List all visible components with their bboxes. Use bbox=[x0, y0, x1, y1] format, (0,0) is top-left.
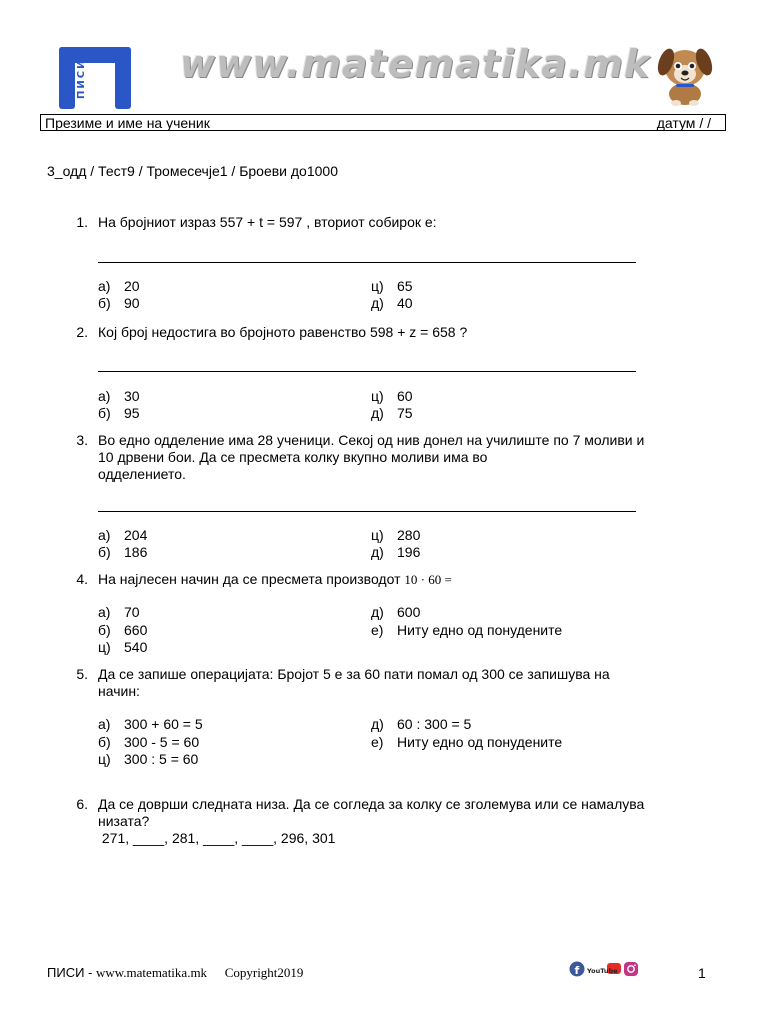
facebook-icon[interactable] bbox=[570, 962, 585, 978]
name-label: Презиме и име на ученик bbox=[45, 115, 210, 131]
question-text: Кој број недостига во бројното равенство 598 + z = 658 ? bbox=[98, 324, 468, 340]
option[interactable]: д) 196 bbox=[371, 544, 421, 560]
option[interactable]: д) 60 : 300 = 5 bbox=[371, 716, 472, 732]
youtube-icon[interactable] bbox=[586, 963, 621, 975]
question-number: 6. bbox=[76, 796, 88, 812]
option[interactable]: ц) 65 bbox=[371, 278, 413, 294]
question-text: На најлесен начин да се пресмета производот 10 · 60 = bbox=[98, 571, 452, 587]
option[interactable]: ц) 540 bbox=[98, 639, 148, 655]
option[interactable]: а) 70 bbox=[98, 604, 140, 620]
site-title: www.matematika.mk bbox=[180, 42, 651, 86]
option[interactable]: а) 204 bbox=[98, 527, 148, 543]
option[interactable]: д) 600 bbox=[371, 604, 421, 620]
pisi-logo bbox=[57, 45, 133, 111]
answer-line[interactable] bbox=[98, 511, 636, 512]
option[interactable]: д) 75 bbox=[371, 405, 413, 421]
question-text: Во едно одделение има 28 ученици. Секој од нив донел на училиште по 7 моливи и 10 дрвени бои. Да се пресмета колку вкупно моливи има во одделението. bbox=[98, 432, 645, 482]
footer-site: www.matematika.mk bbox=[95, 965, 208, 980]
option[interactable]: а) 20 bbox=[98, 278, 140, 294]
option[interactable]: д) 40 bbox=[371, 295, 413, 311]
option[interactable]: б) 186 bbox=[98, 544, 148, 560]
dog-mascot-icon bbox=[654, 42, 716, 106]
svg-text:f: f bbox=[574, 964, 580, 977]
question-number: 3. bbox=[76, 432, 88, 448]
student-name-bar[interactable] bbox=[40, 114, 726, 131]
option[interactable]: а) 300 + 60 = 5 bbox=[98, 716, 203, 732]
option[interactable]: б) 660 bbox=[98, 622, 148, 638]
option[interactable]: а) 30 bbox=[98, 388, 140, 404]
option[interactable]: ц) 60 bbox=[371, 388, 413, 404]
logo-text: ПИСИ bbox=[76, 58, 87, 100]
question-text: Да се доврши следната низа. Да се согледа за колку се зголемува или се намалува низата? 271, ____, 281, ____, ____, 296, 301 bbox=[98, 796, 738, 847]
date-label: датум / / bbox=[656, 115, 711, 131]
question-number: 5. bbox=[76, 666, 88, 682]
answer-line[interactable] bbox=[98, 371, 636, 372]
instagram-icon[interactable] bbox=[624, 962, 638, 976]
footer bbox=[47, 965, 303, 981]
answer-line[interactable] bbox=[98, 262, 636, 263]
option[interactable]: б) 90 bbox=[98, 295, 140, 311]
question-text: Да се запише операцијата: Бројот 5 е за 60 пати помал од 300 се запишува на начин: bbox=[98, 666, 610, 699]
math-expression: 10 · 60 = bbox=[404, 572, 452, 587]
sequence[interactable]: 271, ____, 281, ____, ____, 296, 301 bbox=[98, 830, 336, 846]
option[interactable]: е) Ниту едно од понудените bbox=[371, 622, 563, 638]
option[interactable]: е) Ниту едно од понудените bbox=[371, 734, 563, 750]
test-subject: 3_одд / Тест9 / Тромесечје1 / Броеви до1000 bbox=[47, 163, 338, 179]
option[interactable]: ц) 300 : 5 = 60 bbox=[98, 751, 199, 767]
page-number: 1 bbox=[698, 965, 706, 981]
question-number: 4. bbox=[76, 571, 88, 587]
option[interactable]: ц) 280 bbox=[371, 527, 421, 543]
option[interactable]: б) 300 - 5 = 60 bbox=[98, 734, 200, 750]
question-number: 2. bbox=[76, 324, 88, 340]
question-text: На бројниот израз 557 + t = 597 , вториот собирок е: bbox=[98, 214, 437, 230]
option[interactable]: б) 95 bbox=[98, 405, 140, 421]
social-icons bbox=[569, 961, 641, 977]
copyright: Copyright2019 bbox=[224, 965, 304, 980]
footer-label: ПИСИ - bbox=[47, 965, 96, 980]
youtube-label: YouTube bbox=[587, 967, 618, 975]
question-number: 1. bbox=[76, 214, 88, 230]
